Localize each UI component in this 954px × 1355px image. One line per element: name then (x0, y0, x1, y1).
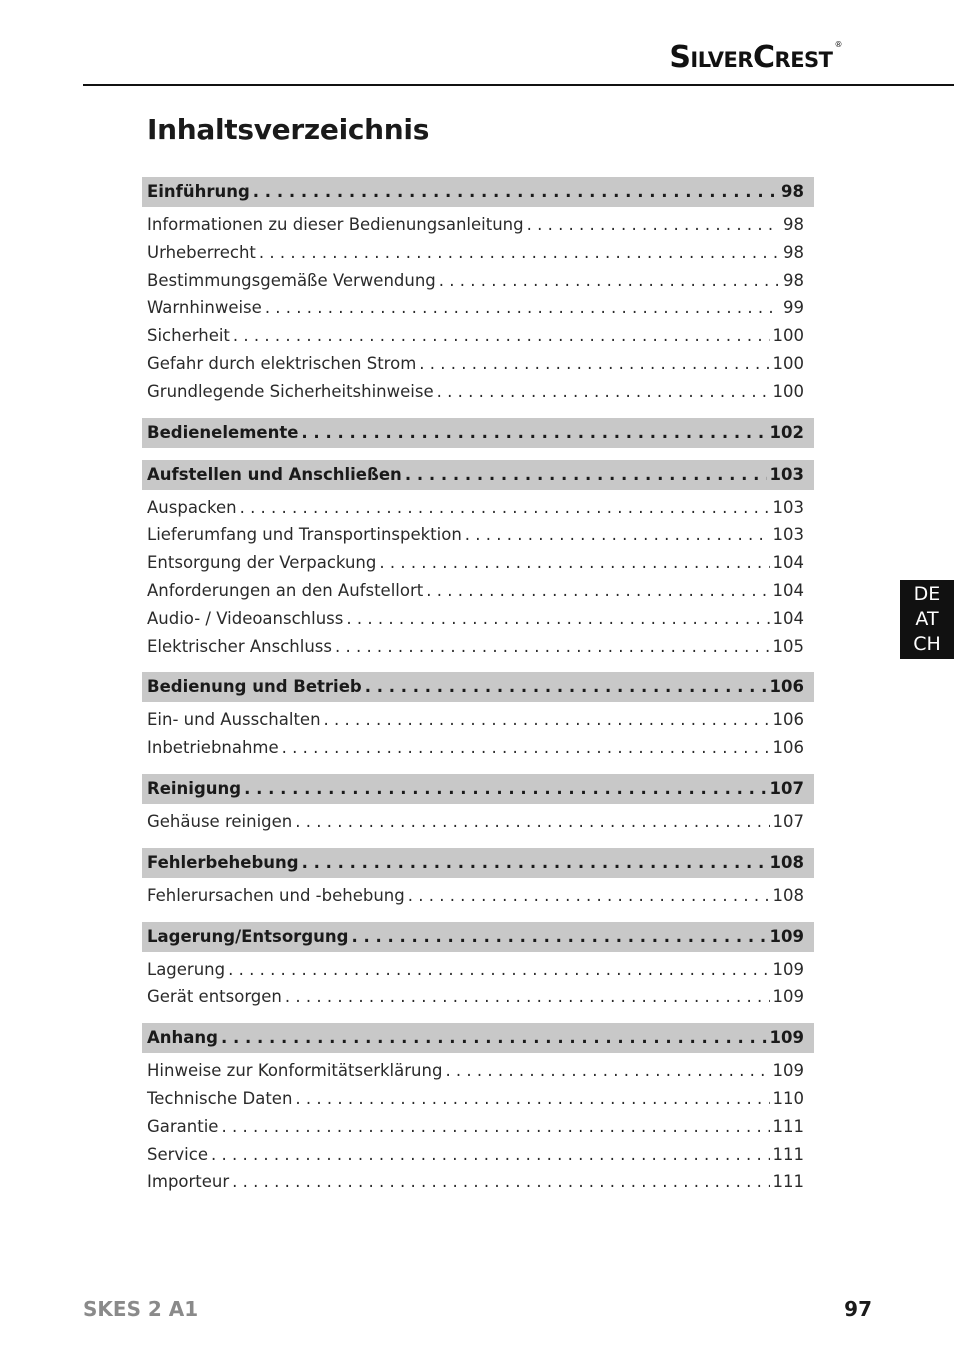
toc-entry-label: Audio- / Videoanschluss (147, 608, 344, 628)
toc-leader-dots (437, 378, 770, 406)
toc-leader-dots (419, 350, 769, 378)
toc-entry-label: Auspacken (147, 497, 237, 517)
toc-entry[interactable] (142, 1057, 814, 1085)
toc-section-page: 102 (769, 422, 804, 442)
toc-leader-dots (335, 633, 770, 661)
toc-entry-page: 107 (772, 811, 804, 831)
toc-entry-label: Gerät entsorgen (147, 987, 282, 1007)
toc-entry-page: 111 (772, 1144, 804, 1164)
toc-entry-list (142, 207, 814, 406)
toc-section-heading[interactable] (142, 418, 814, 448)
toc-leader-dots (221, 1023, 767, 1053)
toc-leader-dots (211, 1141, 770, 1169)
toc-entry-list (142, 952, 814, 1012)
language-de: DE (913, 583, 941, 605)
language-at: AT (915, 608, 939, 630)
registered-mark: ® (834, 40, 842, 49)
toc-section-page: 109 (769, 926, 804, 946)
toc-entry-label: Garantie (147, 1116, 219, 1136)
toc-leader-dots (244, 774, 766, 804)
toc-leader-dots (465, 521, 770, 549)
toc-leader-dots (351, 922, 766, 952)
toc-section-heading[interactable] (142, 460, 814, 490)
toc-section-heading[interactable] (142, 922, 814, 952)
header-rule (83, 84, 954, 86)
toc-entry-page: 99 (783, 298, 804, 318)
toc-entry-label: Lagerung (147, 959, 226, 979)
toc-section-page: 103 (769, 464, 804, 484)
toc-entry[interactable] (142, 239, 814, 267)
toc-section-page: 107 (769, 778, 804, 798)
toc-entry-label: Grundlegende Sicherheitshinweise (147, 381, 434, 401)
toc-entry-page: 104 (772, 608, 804, 628)
toc-leader-dots (439, 267, 780, 295)
toc-section-label: Bedienelemente (147, 422, 299, 442)
toc-leader-dots (240, 494, 770, 522)
toc-section-heading[interactable] (142, 774, 814, 804)
toc-leader-dots (527, 211, 780, 239)
toc-section-page: 98 (781, 182, 804, 201)
toc-leader-dots (346, 605, 769, 633)
toc-leader-dots (408, 882, 770, 910)
toc-leader-dots (301, 418, 766, 448)
toc-entry[interactable] (142, 605, 814, 633)
footer-page-number: 97 (844, 1297, 872, 1321)
toc-entry-page: 100 (772, 353, 804, 373)
toc-entry-page: 100 (772, 326, 804, 346)
toc-section-heading[interactable] (142, 848, 814, 878)
toc-entry-page: 103 (772, 497, 804, 517)
toc-entry[interactable] (142, 267, 814, 295)
toc-section-label: Lagerung/Entsorgung (147, 926, 349, 946)
toc-section-heading[interactable] (142, 177, 814, 207)
toc-entry[interactable] (142, 521, 814, 549)
toc-entry[interactable] (142, 211, 814, 239)
toc-leader-dots (228, 956, 769, 984)
toc-entry-page: 111 (772, 1172, 804, 1192)
toc-leader-dots (265, 294, 780, 322)
toc-entry[interactable] (142, 983, 814, 1011)
toc-entry[interactable] (142, 706, 814, 734)
toc-entry[interactable] (142, 350, 814, 378)
toc-section-label: Aufstellen und Anschließen (147, 464, 402, 484)
toc-entry[interactable] (142, 1113, 814, 1141)
toc-entry-list (142, 1053, 814, 1196)
toc-entry-page: 104 (772, 553, 804, 573)
language-tab (900, 580, 954, 659)
brand-name: SilverCrest (669, 40, 833, 75)
toc-entry-label: Lieferumfang und Transportinspektion (147, 525, 462, 545)
toc-entry[interactable] (142, 1141, 814, 1169)
toc-entry[interactable] (142, 633, 814, 661)
toc-section-page: 108 (769, 852, 804, 872)
toc-leader-dots (302, 848, 767, 878)
page-title: Inhaltsverzeichnis (147, 113, 430, 146)
toc-entry-label: Informationen zu dieser Bedienungsanleitung (147, 215, 524, 234)
toc-section-heading[interactable] (142, 672, 814, 702)
toc-entry[interactable] (142, 1168, 814, 1196)
toc-entry-page: 106 (772, 738, 804, 758)
toc-entry[interactable] (142, 494, 814, 522)
brand-logo (669, 40, 842, 75)
toc-entry-label: Service (147, 1144, 208, 1164)
toc-section-label: Fehlerbehebung (147, 852, 299, 872)
toc-entry[interactable] (142, 956, 814, 984)
toc-leader-dots (285, 983, 770, 1011)
toc-entry-label: Gefahr durch elektrischen Strom (147, 353, 417, 373)
toc-leader-dots (282, 734, 770, 762)
toc-leader-dots (253, 177, 778, 207)
toc-entry-label: Elektrischer Anschluss (147, 636, 332, 656)
toc-leader-dots (259, 239, 780, 267)
toc-entry-label: Sicherheit (147, 326, 230, 346)
toc-leader-dots (232, 1168, 769, 1196)
toc-entry[interactable] (142, 882, 814, 910)
toc-entry-label: Gehäuse reinigen (147, 811, 293, 831)
toc-entry-page: 110 (772, 1088, 804, 1108)
toc-entry-page: 103 (772, 525, 804, 545)
toc-entry-label: Ein- und Ausschalten (147, 710, 321, 730)
toc-leader-dots (405, 460, 767, 490)
toc-entry[interactable] (142, 808, 814, 836)
toc-section (142, 922, 814, 1012)
toc-entry[interactable] (142, 577, 814, 605)
toc-leader-dots (426, 577, 769, 605)
toc-entry-label: Inbetriebnahme (147, 738, 279, 758)
toc-entry-label: Technische Daten (147, 1088, 293, 1108)
toc-entry-page: 106 (772, 710, 804, 730)
toc-leader-dots (221, 1113, 769, 1141)
toc-section (142, 418, 814, 448)
table-of-contents (142, 177, 814, 1208)
toc-section-label: Anhang (147, 1028, 218, 1048)
toc-entry[interactable] (142, 322, 814, 350)
toc-entry[interactable] (142, 294, 814, 322)
toc-entry-page: 109 (772, 959, 804, 979)
toc-entry-label: Urheberrecht (147, 242, 256, 262)
toc-entry-label: Anforderungen an den Aufstellort (147, 580, 424, 600)
toc-section (142, 672, 814, 762)
toc-leader-dots (233, 322, 770, 350)
toc-entry-list (142, 878, 814, 910)
toc-section-label: Bedienung und Betrieb (147, 677, 362, 697)
toc-entry-label: Warnhinweise (147, 298, 262, 318)
toc-section-page: 109 (769, 1028, 804, 1048)
toc-entry-page: 111 (772, 1116, 804, 1136)
toc-entry-label: Bestimmungsgemäße Verwendung (147, 270, 436, 290)
toc-section (142, 460, 814, 661)
toc-entry-page: 98 (783, 270, 804, 290)
toc-entry-label: Entsorgung der Verpackung (147, 553, 377, 573)
toc-section-page: 106 (769, 677, 804, 697)
toc-entry-page: 108 (772, 885, 804, 905)
toc-section (142, 1023, 814, 1196)
toc-leader-dots (295, 1085, 769, 1113)
toc-section-heading[interactable] (142, 1023, 814, 1053)
footer-model: SKES 2 A1 (83, 1297, 199, 1321)
toc-entry-page: 100 (772, 381, 804, 401)
toc-entry[interactable] (142, 734, 814, 762)
toc-entry[interactable] (142, 549, 814, 577)
toc-leader-dots (324, 706, 770, 734)
toc-entry-page: 98 (783, 215, 804, 234)
toc-entry-label: Fehlerursachen und -behebung (147, 885, 405, 905)
toc-entry-page: 109 (772, 987, 804, 1007)
toc-entry-page: 109 (772, 1061, 804, 1081)
toc-entry[interactable] (142, 378, 814, 406)
toc-section-label: Einführung (147, 182, 250, 201)
toc-leader-dots (295, 808, 769, 836)
toc-leader-dots (365, 672, 767, 702)
toc-entry-list (142, 702, 814, 762)
toc-leader-dots (379, 549, 769, 577)
toc-entry-page: 105 (772, 636, 804, 656)
toc-entry-list (142, 804, 814, 836)
toc-entry-list (142, 490, 814, 661)
toc-leader-dots (445, 1057, 769, 1085)
toc-entry-page: 98 (783, 242, 804, 262)
toc-section-label: Reinigung (147, 778, 242, 798)
toc-entry[interactable] (142, 1085, 814, 1113)
toc-section (142, 848, 814, 910)
toc-entry-page: 104 (772, 580, 804, 600)
language-ch: CH (913, 633, 941, 655)
toc-section (142, 774, 814, 836)
toc-section (142, 177, 814, 406)
toc-entry-label: Hinweise zur Konformitätserklärung (147, 1061, 443, 1081)
toc-entry-label: Importeur (147, 1172, 230, 1192)
